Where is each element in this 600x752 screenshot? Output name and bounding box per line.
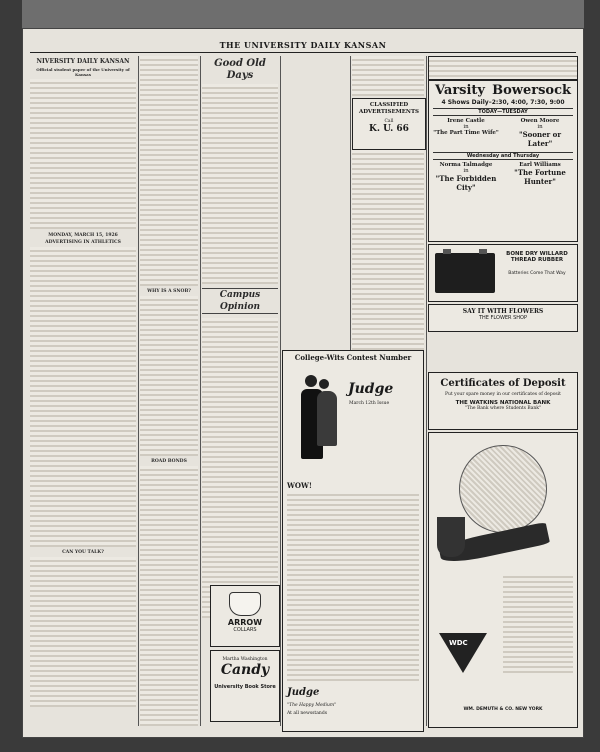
- certificates-subtitle: Put your spare money in our certificates of deposit: [445, 392, 561, 397]
- road-bonds-text: [140, 466, 198, 726]
- film-2-star: Owen Moore: [520, 118, 560, 124]
- flowers-ad: [428, 304, 578, 332]
- arrow-collars-ad: [210, 585, 280, 647]
- classified-listings: [352, 150, 424, 350]
- classified-title: CLASSIFIED ADVERTISEMENTS: [358, 102, 420, 115]
- paper-heading: NIVERSITY DAILY KANSAN: [36, 58, 130, 65]
- bookstore-name: University Book Store: [214, 684, 276, 690]
- column-2: [140, 56, 198, 726]
- column-text: [352, 56, 424, 96]
- film-4: [506, 162, 574, 192]
- judge-issue-date: March 12th Issue: [349, 401, 390, 406]
- film-2: [506, 118, 574, 148]
- good-old-days-title: Good Old Days: [214, 58, 266, 81]
- scan-edge-right: [584, 0, 600, 752]
- classified-call: Call: [384, 119, 394, 124]
- campus-opinion-title: Campus Opinion: [202, 288, 278, 314]
- can-you-talk-text: [30, 557, 136, 707]
- column-rule: [200, 56, 201, 726]
- wdc-footer: WM. DEMUTH & CO. NEW YORK: [463, 707, 543, 712]
- candy-brand: Martha Washington: [222, 657, 268, 662]
- staff-list: [30, 79, 136, 229]
- bowersock-title: Bowersock: [492, 83, 571, 98]
- date-line: MONDAY, MARCH 15, 1926: [48, 233, 118, 238]
- film-4-star: Earl Williams: [519, 162, 561, 168]
- paper-subheading: Official student paper of the University of Kansas: [36, 67, 130, 77]
- judge-footer-newsstands: At all newsstands: [287, 711, 328, 716]
- film-4-title: "The Fortune Hunter": [514, 168, 566, 186]
- scan-edge-left: [0, 0, 22, 752]
- varsity-title: Varsity: [435, 83, 485, 98]
- film-2-in: in: [537, 124, 543, 130]
- classified-header: [352, 98, 426, 150]
- scan-edge-bottom: [0, 738, 600, 752]
- certificates-title: Certificates of Deposit: [440, 378, 566, 389]
- candy-ad: [210, 650, 280, 722]
- film-1-star: Irene Castle: [447, 118, 485, 124]
- wow-heading: WOW!: [287, 481, 312, 490]
- why-snob-text: [140, 296, 198, 456]
- film-1-in: in: [463, 124, 469, 130]
- arrow-brand: ARROW: [227, 618, 263, 627]
- bone-dry-subtitle: Batteries Come That Way: [508, 271, 566, 276]
- college-wits-title: College-Wits Contest Number: [294, 353, 412, 362]
- watkins-bank: THE WATKINS NATIONAL BANK: [455, 400, 551, 406]
- judge-ad-text: [287, 491, 419, 681]
- column-rule: [426, 56, 427, 726]
- can-you-talk-title: CAN YOU TALK?: [62, 550, 104, 555]
- judge-ad: [282, 350, 424, 732]
- wdc-ad-text: [503, 573, 573, 673]
- column-4-top: [352, 56, 424, 96]
- judge-logo: Judge: [348, 381, 394, 397]
- certificates-ad: [428, 372, 578, 430]
- wdc-logo-text: WDC: [449, 639, 468, 647]
- candy-title: Candy: [220, 662, 270, 678]
- road-bonds-title: ROAD BONDS: [151, 459, 187, 464]
- film-3-in: in: [463, 168, 469, 174]
- wdc-pipe-ad: [428, 432, 578, 728]
- flower-shop-name: THE FLOWER SHOP: [478, 315, 528, 321]
- pipe-bowl: [437, 517, 465, 557]
- dancing-couple-illustration: [293, 371, 343, 471]
- watkins-slogan: "The Bank where Students Bank": [464, 406, 542, 411]
- film-3-title: "The Forbidden City": [435, 174, 497, 192]
- editorial-title: ADVERTISING IN ATHLETICS: [45, 240, 121, 245]
- show-times: 4 Shows Daily–2:30, 4:00, 7:30, 9:00: [441, 99, 565, 106]
- column-rule: [280, 56, 281, 726]
- why-snob-title: WHY IS A SNOB?: [147, 289, 191, 294]
- classified-phone: K. U. 66: [369, 124, 409, 134]
- bone-dry-title: BONE DRY WILLARD THREAD RUBBER: [506, 251, 568, 263]
- good-old-days-text: [202, 84, 278, 284]
- column-text: [429, 57, 577, 79]
- film-1: [432, 118, 500, 148]
- battery-illustration: [435, 253, 495, 293]
- judge-footer-slogan: "The Happy Medium": [287, 703, 337, 708]
- column-1: [30, 56, 136, 726]
- judge-footer-logo: Judge: [287, 687, 320, 698]
- battery-ad: [428, 244, 578, 302]
- film-2-title: "Sooner or Later": [518, 130, 562, 148]
- say-it-with-flowers: SAY IT WITH FLOWERS: [462, 308, 544, 315]
- collar-illustration: [229, 592, 261, 616]
- campus-opinion-text: [202, 318, 278, 618]
- film-1-title: "The Part Time Wife": [433, 130, 499, 136]
- film-3-star: Norma Talmadge: [439, 162, 493, 168]
- film-3: [432, 162, 500, 192]
- arrow-subtitle: COLLARS: [233, 627, 257, 633]
- masthead: THE UNIVERSITY DAILY KANSAN: [30, 40, 576, 53]
- theater-top-text: [428, 56, 578, 80]
- column-text: [140, 56, 198, 286]
- column-rule: [138, 56, 139, 726]
- classified-text: [352, 150, 424, 350]
- today-heading: TODAY—TUESDAY: [433, 108, 573, 116]
- editorial-text: [30, 247, 136, 547]
- varsity-bowersock-ad: [428, 80, 578, 242]
- portrait-illustration: [459, 445, 547, 533]
- wed-thu-heading: Wednesday and Thursday: [433, 152, 573, 160]
